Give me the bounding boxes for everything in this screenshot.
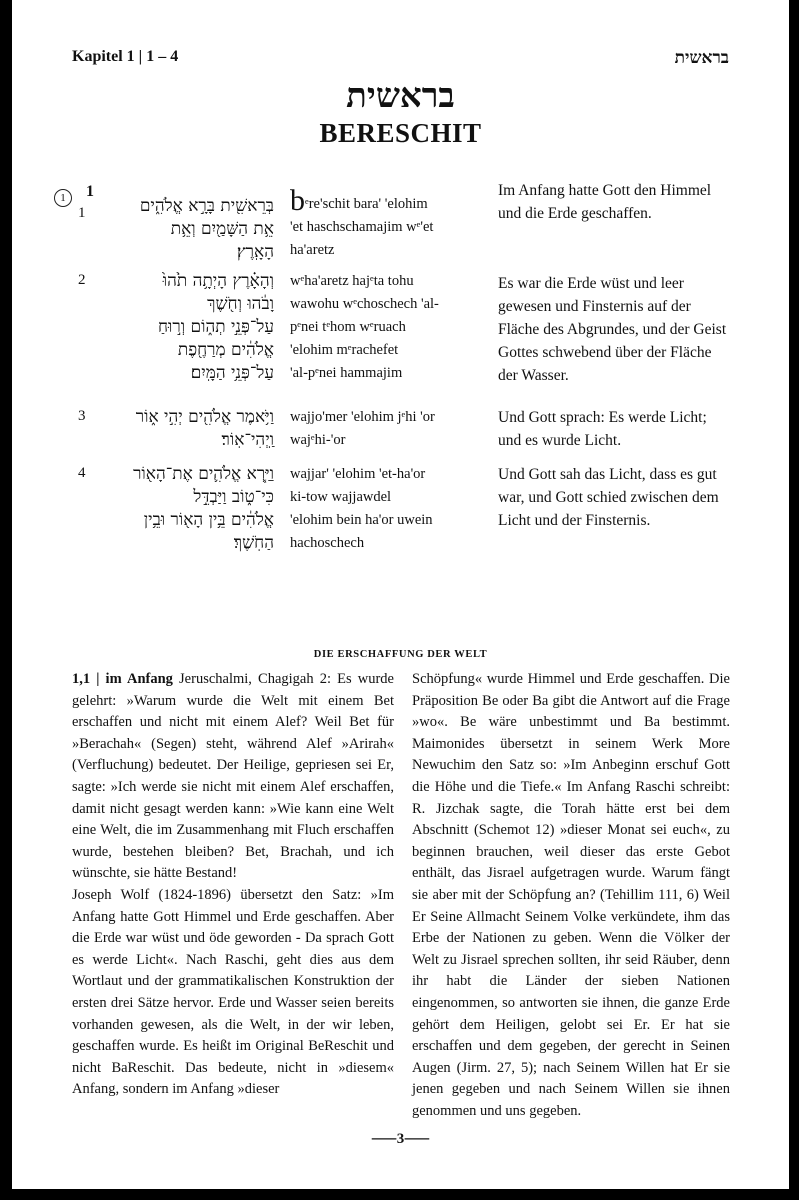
hebrew-line: כִּי־ט֑וֹב וַיַּבְדֵּ֣ל xyxy=(193,487,274,507)
commentary-text: Jeruschalmi, Chagigah 2: Es wurde gelehrt: »Warum wurde die Welt mit einem Bet erschaffen und nicht mit einem Alef? Weil Bet für »Berachah« (Segen) steht, während Alef »Arirah« (Verfluchung) bedeutet. Der Heilige, gepriesen sei Er, sagte: »Ich werde sie nicht mit einem Alef erschaffen, damit nicht gesagt werden kann: »Wie kann eine Welt eine Welt, die im Zusammenhang mit Fluch erschaffen wurde, bestehen bleiben? Bet, Brachah, und ich wünschte, sie hätte Bestand! xyxy=(72,671,394,882)
translit-line: wajjar' 'elohim 'et-ha'or xyxy=(290,466,426,482)
hebrew-line: הַחֹֽשֶׁךְ׃ xyxy=(233,533,274,553)
transliteration xyxy=(290,184,490,262)
folio-ornament-left: ⸺ xyxy=(371,1131,397,1147)
hebrew-text xyxy=(112,270,274,385)
commentary-left-column xyxy=(72,669,394,1101)
page-number xyxy=(12,1127,789,1148)
german-translation: Es war die Erde wüst und leer gewesen und Finsternis auf der Fläche des Abgrundes, und der Geist Gottes schwebend über der Fläche der Wasser. xyxy=(498,275,727,384)
drop-initial: b xyxy=(290,184,305,217)
commentary-paragraph xyxy=(72,669,394,885)
hebrew-line: וְהָאָ֗רֶץ הָיְתָ֥ה תֹ֙הוּ֙ xyxy=(162,271,274,291)
german-translation: Im Anfang hatte Gott den Himmel und die Erde geschaffen. xyxy=(498,182,712,222)
book-page xyxy=(12,0,789,1189)
hebrew-line: וָבֹ֔הוּ וְחֹ֖שֶׁךְ xyxy=(207,294,274,314)
commentary-right-column xyxy=(412,669,730,1122)
translit-line: 'elohim mᵉrachefet xyxy=(290,342,399,358)
hebrew-line: עַל־פְּנֵ֥י הַמָּֽיִם׃ xyxy=(190,363,274,383)
translit-line xyxy=(290,184,490,217)
commentary-lemma: 1,1 | im Anfang xyxy=(72,671,173,687)
hebrew-line: עַל־פְּנֵ֣י תְה֑וֹם וְר֣וּחַ xyxy=(158,317,274,337)
hebrew-line: אֵ֥ת הַשָּׁמַ֖יִם וְאֵ֥ת xyxy=(170,219,274,239)
title-hebrew: בראשית xyxy=(346,78,455,115)
verse-number: 2 xyxy=(78,272,86,288)
translit-line: wajjo'mer 'elohim jᵉhi 'or xyxy=(290,409,435,425)
translit-line: wajᵉhi-'or xyxy=(290,432,346,448)
translit-line: ki-tow wajjawdel xyxy=(290,489,392,505)
hebrew-text xyxy=(112,463,274,555)
hebrew-line: וַֽיְהִי־אֽוֹר׃ xyxy=(221,430,274,450)
hebrew-line: הָאָֽרֶץ׃ xyxy=(236,242,274,262)
hebrew-text xyxy=(112,406,274,452)
translit-line: 'al-pᵉnei hammajim xyxy=(290,365,403,381)
chapter-marker-circle: 1 xyxy=(54,189,72,207)
hebrew-line: אֱלֹהִ֔ים מְרַחֶ֖פֶת xyxy=(177,340,274,360)
verse-number: 4 xyxy=(78,465,86,481)
hebrew-line: בְּרֵאשִׁ֖ית בָּרָ֣א אֱלֹהִ֑ים xyxy=(139,196,274,216)
translit-line: hachoschech xyxy=(290,535,365,551)
translit-line: wawohu wᵉchoschech 'al- xyxy=(290,296,439,312)
german-translation: Und Gott sprach: Es werde Licht; und es wurde Licht. xyxy=(498,409,707,449)
hebrew-text xyxy=(112,195,274,264)
translit-text: ᵉre'schit bara' 'elohim xyxy=(305,196,428,212)
translit-line: pᵉnei tᵉhom wᵉruach xyxy=(290,319,406,335)
hebrew-line: וַיֹּ֥אמֶר אֱלֹהִ֖ים יְהִ֣י א֑וֹר xyxy=(135,407,274,427)
transliteration xyxy=(290,270,490,385)
book-name-hebrew: בראשית xyxy=(674,48,729,67)
verse-number: 3 xyxy=(78,408,86,424)
german-translation: Und Gott sah das Licht, dass es gut war, und Gott schied zwischen dem Licht und der Finsternis. xyxy=(498,466,719,529)
chapter-reference: Kapitel 1 | 1 – 4 xyxy=(72,48,179,65)
transliteration xyxy=(290,406,490,452)
translit-line: ha'aretz xyxy=(290,242,335,258)
commentary-paragraph: Schöpfung« wurde Himmel und Erde geschaffen. Die Präposition Be oder Ba gibt die Antwort auf die Frage »wo«. Be wäre unbestimmt und Ba bestimmt. Maimonides übersetzt in seinem Werk More Newuchim den Satz so: »Im Anbeginn erschuf Gott die Höhe und die Tiefe.« Im Anfang Raschi schreibt: R. Jizchak sagte, die Torah hätte erst bei dem Abschnitt (Schemot 12) »dieser Monat sei euch«, zu beginnen brauchen, weil dieser das erste Gebot enthält, das Jisrael aufgetragen wurde. Warum fängt sie aber mit der Schöpfung an? (Tehillim 111, 6) Weil Er Seine Allmacht Seinem Volke verkündete, ihm das Erbe der Nationen zu geben. Wenn die Völker der Welt zu Jisrael sprechen sollten, ihr seid Räuber, denn ihr habt die Länder der sieben Nationen eingenommen, so antworten sie ihnen, die ganze Erde gehört dem Heiligen, gelobt sei Er. Er hat sie erschaffen und dem gegeben, der gerecht in Seinen Augen (Jirm. 27, 5); nach Seinem Willen hat Er sie jenen gegeben und nach Seinem Willen sie ihnen genommen und uns gegeben. xyxy=(412,671,730,1119)
title-german: BERESCHIT xyxy=(319,118,482,148)
commentary-paragraph: Joseph Wolf (1824-1896) übersetzt den Satz: »Im Anfang hatte Gott Himmel und Erde geschaffen. Aber die Erde war wüst und öde geworden - Da sprach Gott es werde Licht«. Nach Raschi, geht dies aus dem Wortlaut und der grammatikalischen Konstruktion der ersten drei Sätze hervor. Erde und Wasser seien bereits vorhanden gewesen, als die Welt, in der wir leben, geschaffen wurde. Es heißt im Original BeReschit und nicht BaReschit. Das bedeute, nicht in »diesem« Anfang, sondern im Anfang »dieser xyxy=(72,886,394,1098)
chapter-number: 1 xyxy=(86,183,94,200)
hebrew-line: אֱלֹהִ֔ים בֵּ֥ין הָא֖וֹר וּבֵ֥ין xyxy=(143,510,274,530)
section-title: DIE ERSCHAFFUNG DER WELT xyxy=(313,649,488,660)
folio-number: 3 xyxy=(396,1131,405,1147)
verse-number: 1 xyxy=(78,205,86,221)
translit-line: 'et haschschamajim wᵉ'et xyxy=(290,219,434,235)
folio-ornament-right: ⸺ xyxy=(404,1131,430,1147)
transliteration xyxy=(290,463,490,555)
hebrew-line: וַיַּ֧רְא אֱלֹהִ֛ים אֶת־הָא֖וֹר xyxy=(133,464,274,484)
translit-line: wᵉha'aretz hajᵉta tohu xyxy=(290,273,414,289)
running-head xyxy=(72,48,729,72)
translit-line: 'elohim bein ha'or uwein xyxy=(290,512,433,528)
